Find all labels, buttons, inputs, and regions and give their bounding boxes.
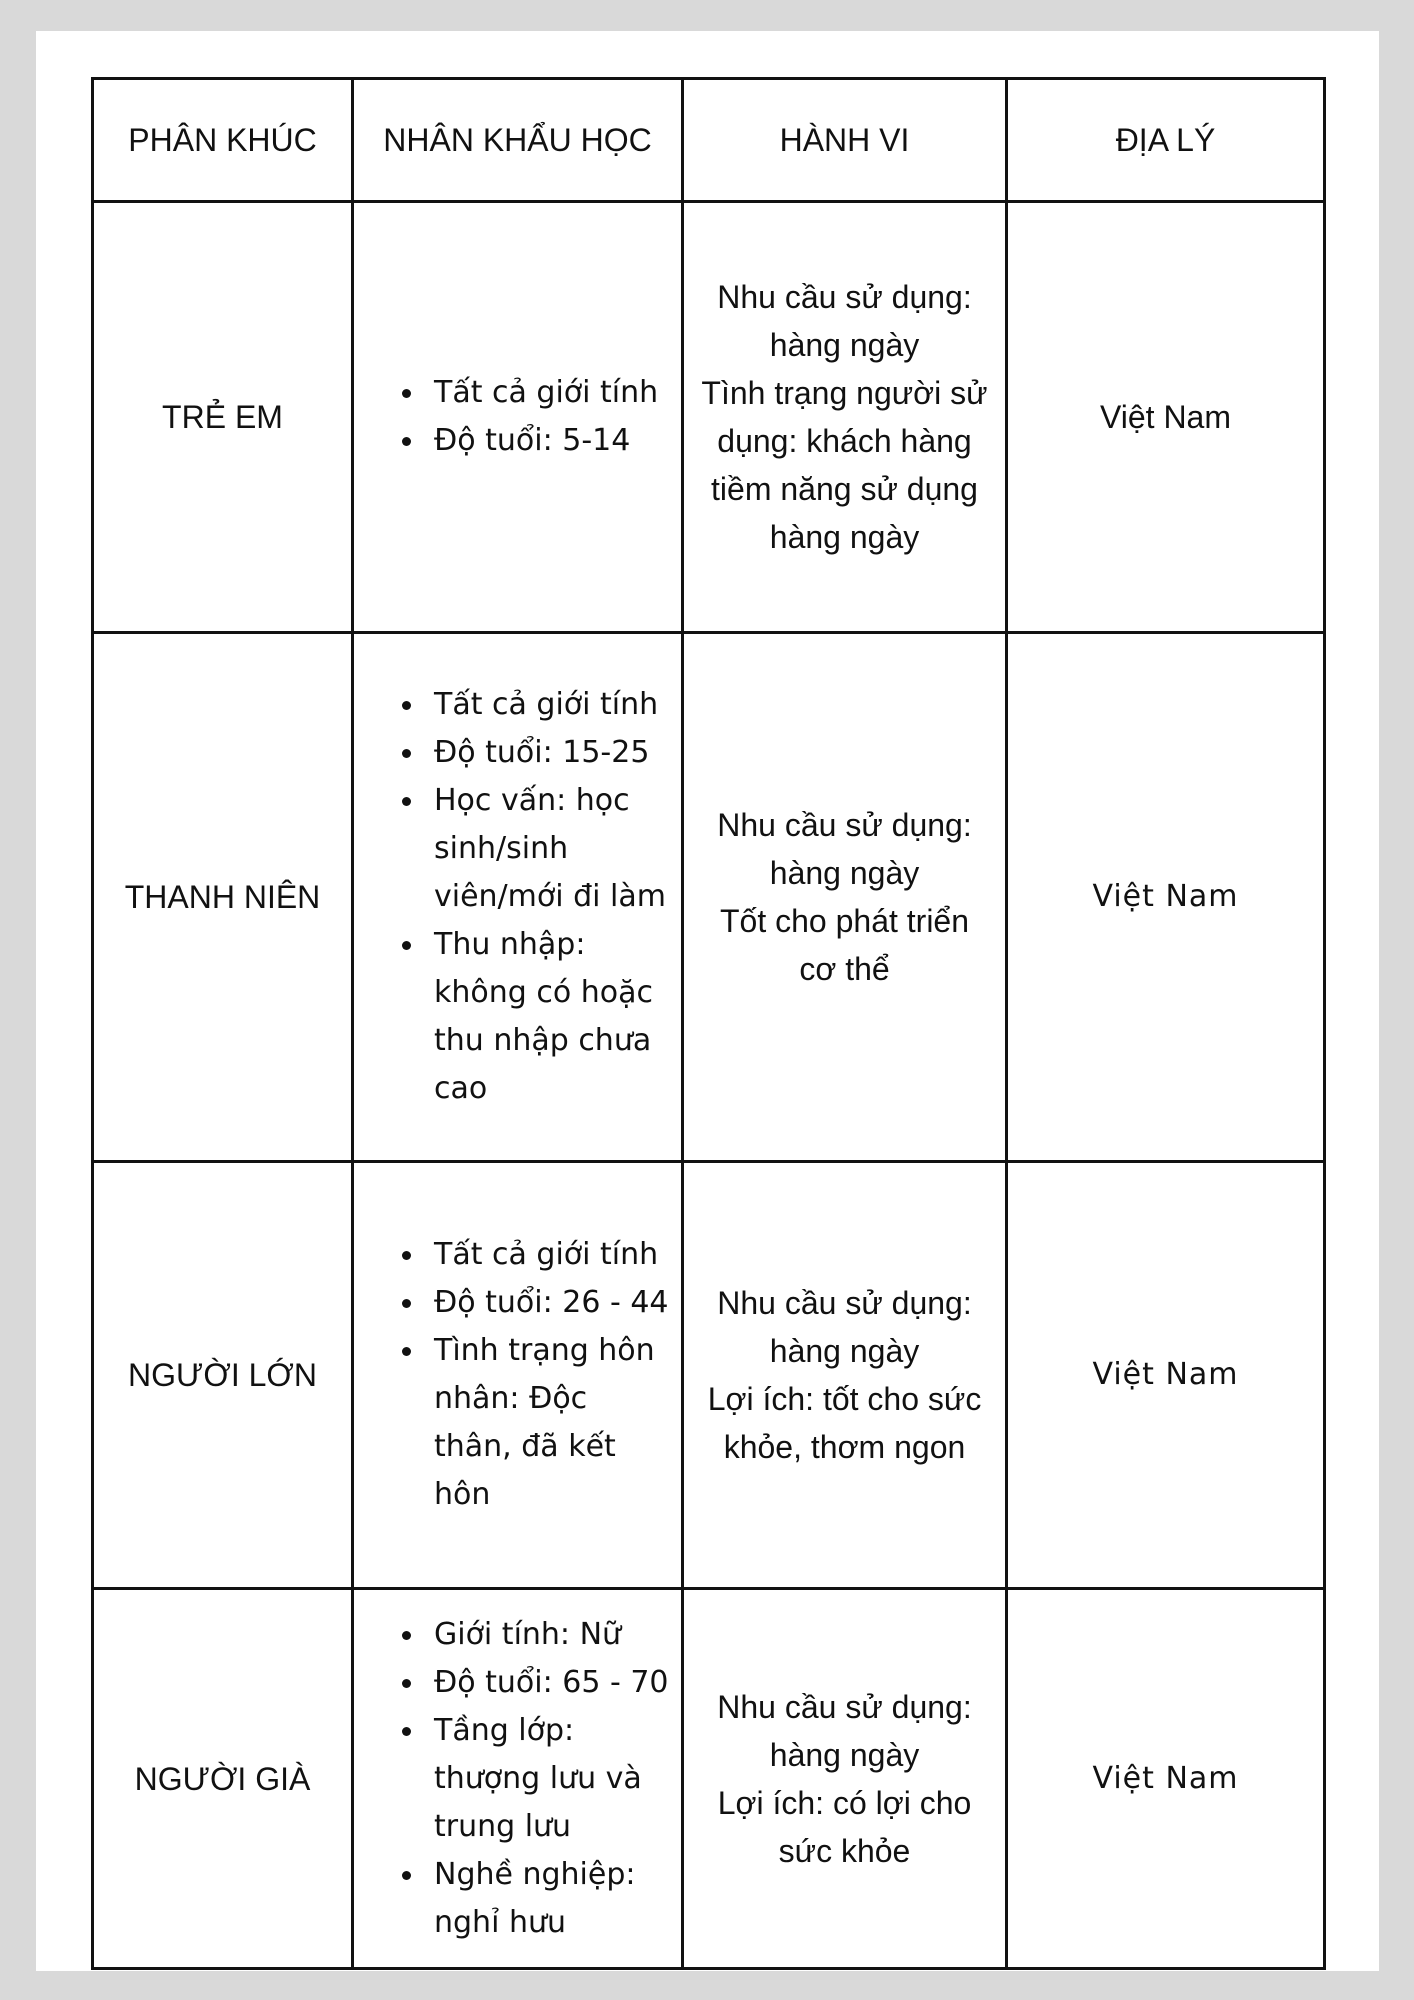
behavior-line: Lợi ích: tốt cho sức khỏe, thơm ngon [707,1381,982,1465]
list-item: Tất cả giới tính [434,369,671,417]
list-item: Tầng lớp: thượng lưu và trung lưu [434,1707,671,1851]
segment-cell: NGƯỜI GIÀ [93,1589,353,1969]
demographics-list [364,1611,671,1947]
header-geography: ĐỊA LÝ [1007,79,1325,202]
list-item: Tình trạng hôn nhân: Độc thân, đã kết hôn [434,1327,671,1519]
geography-cell: Việt Nam [1007,202,1325,633]
table-row [93,633,1325,1162]
header-behavior: HÀNH VI [683,79,1007,202]
geography-cell: Việt Nam [1007,1162,1325,1589]
behavior-cell [683,202,1007,633]
behavior-line: Tình trạng người sử dụng: khách hàng tiềm năng sử dụng hàng ngày [701,375,988,555]
behavior-cell [683,633,1007,1162]
segment-cell: TRẺ EM [93,202,353,633]
list-item: Tất cả giới tính [434,681,671,729]
segmentation-table [91,77,1326,1970]
behavior-line: Nhu cầu sử dụng: hàng ngày [717,1285,972,1369]
behavior-line: Lợi ích: có lợi cho sức khỏe [717,1784,972,1869]
behavior-line: Nhu cầu sử dụng: hàng ngày [717,1688,972,1773]
geography-cell: Việt Nam [1007,633,1325,1162]
demographics-cell [353,202,683,633]
behavior-line: Nhu cầu sử dụng: hàng ngày [717,807,972,891]
table-row [93,202,1325,633]
list-item: Độ tuổi: 5-14 [434,417,671,465]
segment-cell: THANH NIÊN [93,633,353,1162]
table-row [93,1589,1325,1969]
demographics-list [364,1231,671,1519]
list-item: Giới tính: Nữ [434,1611,671,1659]
demographics-cell [353,633,683,1162]
list-item: Thu nhập: không có hoặc thu nhập chưa cao [434,921,671,1113]
demographics-cell [353,1589,683,1969]
behavior-line: Tốt cho phát triển cơ thể [719,903,970,987]
behavior-cell [683,1589,1007,1969]
header-demographics: NHÂN KHẨU HỌC [353,79,683,202]
document-page [36,31,1379,1971]
header-segment: PHÂN KHÚC [93,79,353,202]
segment-cell: NGƯỜI LỚN [93,1162,353,1589]
list-item: Độ tuổi: 65 - 70 [434,1659,671,1707]
behavior-line: Nhu cầu sử dụng: hàng ngày [717,279,972,363]
header-row [93,79,1325,202]
demographics-list [364,681,671,1113]
table-row [93,1162,1325,1589]
list-item: Độ tuổi: 15-25 [434,729,671,777]
geography-cell: Việt Nam [1007,1589,1325,1969]
behavior-cell [683,1162,1007,1589]
list-item: Tất cả giới tính [434,1231,671,1279]
list-item: Nghề nghiệp: nghỉ hưu [434,1851,671,1947]
list-item: Độ tuổi: 26 - 44 [434,1279,671,1327]
demographics-list [364,369,671,465]
list-item: Học vấn: học sinh/sinh viên/mới đi làm [434,777,671,921]
demographics-cell [353,1162,683,1589]
